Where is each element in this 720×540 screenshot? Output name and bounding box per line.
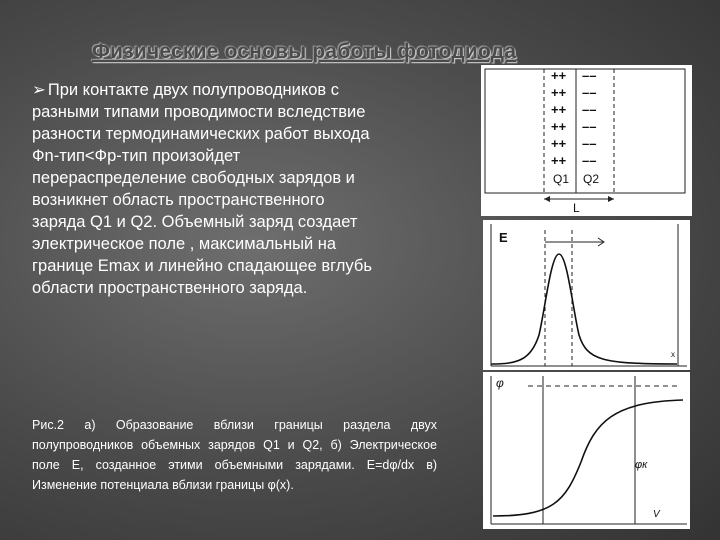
phi-axis-label: φ	[496, 376, 504, 390]
body-line: При контакте двух полупроводников с	[47, 81, 340, 99]
minus-row: ––	[582, 136, 597, 151]
potential-graph	[483, 372, 690, 529]
body-text	[32, 79, 452, 299]
body-line: заряда Q1 и Q2. Объемный заряд создает	[32, 213, 358, 231]
electric-field-panel	[483, 220, 690, 370]
plus-row: ++	[551, 68, 567, 83]
plus-row: ++	[551, 85, 567, 100]
plus-row: ++	[551, 153, 567, 168]
body-line: Фn-тип<Фр-тип произойдет	[32, 147, 241, 165]
minus-row: ––	[582, 153, 597, 168]
figure-caption: Рис.2 а) Образование вблизи границы раздела двух полупроводников объемных зарядов Q1 и Q2, б) Электрическое поле E, созданное этими объемными зарядами. E=dφ/dx в) Изменение потенциала вблизи границы φ(x).	[32, 418, 437, 492]
phi-k-label: φк	[635, 459, 648, 471]
minus-row: ––	[582, 102, 597, 117]
plus-row: ++	[551, 136, 567, 151]
body-line: разности термодинамических работ выхода	[32, 125, 370, 143]
arrow-bullet-icon: ➢	[32, 80, 46, 99]
potential-curve	[493, 400, 683, 516]
q1-label: Q1	[553, 172, 570, 186]
minus-row: ––	[582, 119, 597, 134]
potential-panel	[483, 372, 690, 529]
minus-row: ––	[582, 68, 597, 83]
e-axis-label: E	[499, 230, 508, 245]
body-line: перераспределение свободных зарядов и	[32, 169, 355, 187]
body-line: возникнет область пространственного	[32, 191, 325, 209]
minus-row: ––	[582, 85, 597, 100]
body-line: области пространственного заряда.	[32, 279, 308, 297]
v-label: V	[653, 509, 660, 520]
q2-label: Q2	[583, 172, 600, 186]
plus-row: ++	[551, 119, 567, 134]
electric-field-graph	[483, 220, 690, 370]
slide-title: Физические основы работы фотодиода	[92, 40, 517, 63]
charge-diagram-panel	[481, 65, 692, 216]
body-line: границе Emax и линейно спадающее вглубь	[32, 257, 372, 275]
length-label: L	[573, 201, 580, 215]
svg-text:x: x	[671, 350, 675, 359]
body-line: разными типами проводимости вследствие	[32, 103, 366, 121]
charge-diagram	[481, 65, 692, 216]
field-curve	[491, 254, 677, 364]
plus-row: ++	[551, 102, 567, 117]
body-line: электрическое поле , максимальный на	[32, 235, 337, 253]
